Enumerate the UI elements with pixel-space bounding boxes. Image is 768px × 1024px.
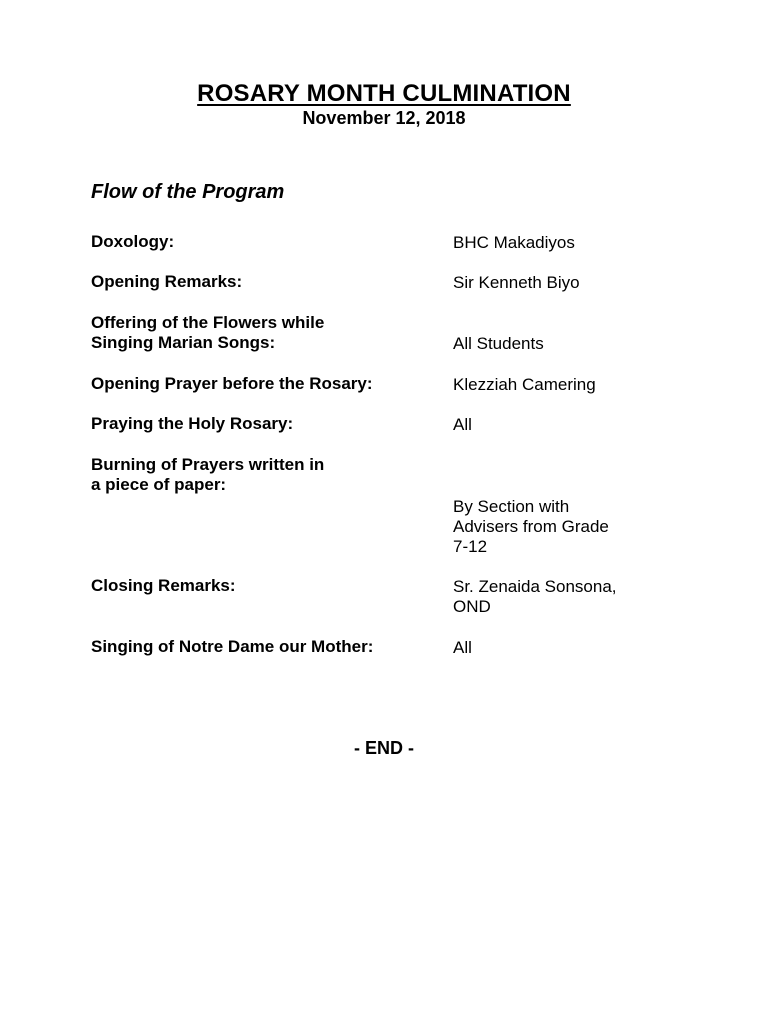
end-marker: - END -	[354, 738, 414, 758]
program-item-label: Praying the Holy Rosary:	[91, 414, 294, 433]
program-item-label: Offering of the Flowers while Singing Marian Songs:	[91, 313, 325, 352]
program-item-value: All	[453, 638, 472, 657]
program-item-value: All	[453, 415, 472, 434]
program-item-label: Burning of Prayers written in a piece of paper:	[91, 455, 325, 494]
program-item-value: Sir Kenneth Biyo	[453, 273, 580, 292]
program-item-label: Opening Prayer before the Rosary:	[91, 374, 373, 393]
program-item-label: Opening Remarks:	[91, 272, 243, 291]
program-item-value: Sr. Zenaida Sonsona, OND	[453, 577, 617, 616]
program-item-value: By Section with Advisers from Grade 7-12	[453, 497, 609, 556]
program-item-label: Doxology:	[91, 232, 175, 251]
program-item-label: Closing Remarks:	[91, 576, 236, 595]
program-item-value: Klezziah Camering	[453, 375, 596, 394]
program-item-label: Singing of Notre Dame our Mother:	[91, 637, 374, 656]
program-item-value: BHC Makadiyos	[453, 233, 575, 252]
document-title: ROSARY MONTH CULMINATION	[197, 80, 571, 107]
program-item-value: All Students	[453, 334, 544, 353]
document-date: November 12, 2018	[302, 108, 466, 128]
section-heading: Flow of the Program	[91, 181, 285, 203]
